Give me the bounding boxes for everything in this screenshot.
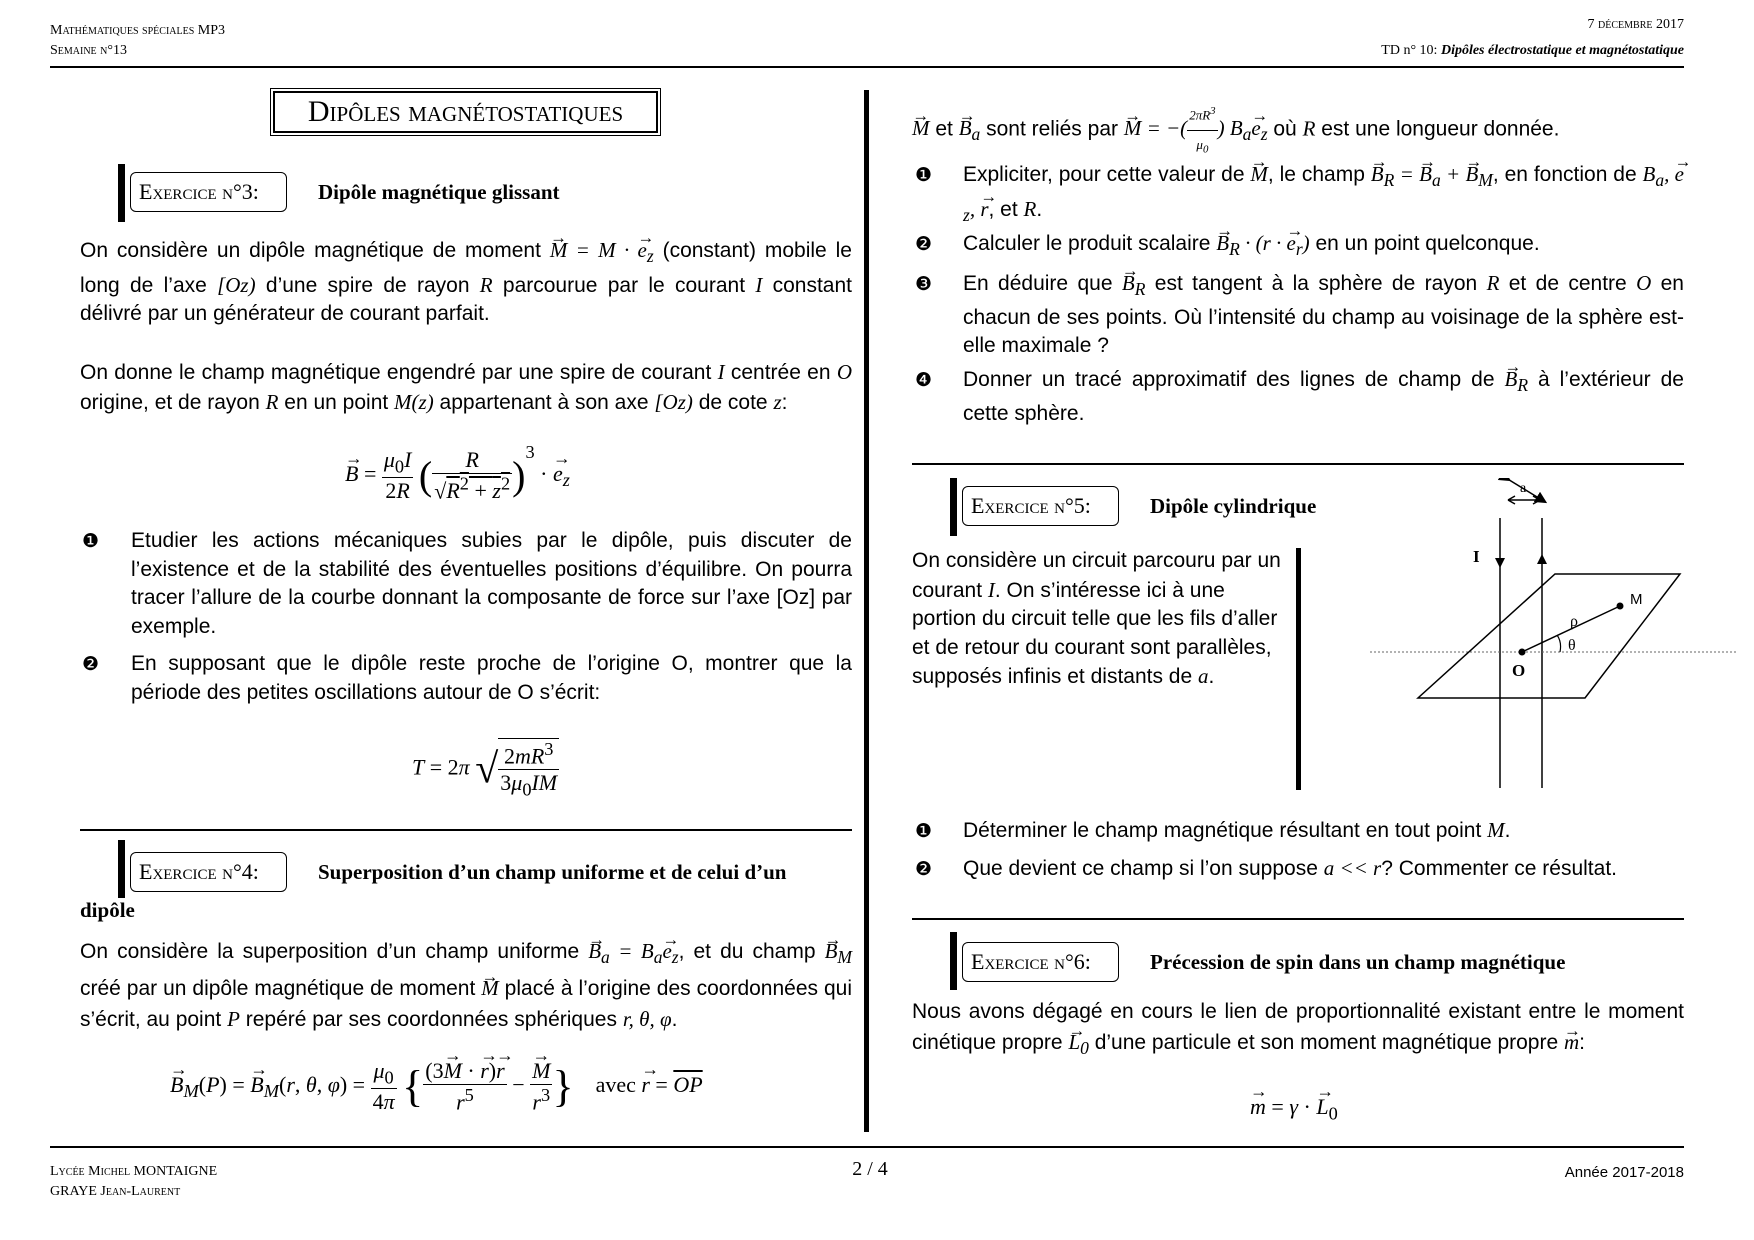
- ex4-q4-b: à l’extérieur de cette sphère.: [963, 368, 1684, 425]
- ex3-p2-c: origine, et de rayon: [80, 390, 266, 414]
- ex4-p1-b: , et du champ: [678, 940, 825, 963]
- ex4-q1-d: , et: [988, 197, 1024, 221]
- fig-M-point: [1617, 603, 1624, 610]
- ex4-q1-b: , le champ: [1267, 163, 1371, 186]
- ex6-equation: → m = γ · → $L_0$: [1250, 1094, 1338, 1124]
- ex5-q1-a: Déterminer le champ magnétique résultant en tout point: [963, 819, 1488, 842]
- ex4-p1-a: On considère la superposition d’un champ uniforme: [80, 940, 589, 963]
- ex6-bar: [950, 932, 957, 990]
- ex4-end-rule: [912, 463, 1684, 465]
- fig-rho-label: ρ: [1570, 613, 1578, 630]
- ex5-end-rule: [912, 918, 1684, 920]
- ex3-p1-a: On considère un dipôle magnétique de moment: [80, 239, 550, 262]
- ex4-question-3: En déduire que → $B_R$ est tangent à la sphère de rayon R et de centre O en chacun de ses points. Où l’intensité du champ au voisinage de la sphère est-elle maximale ?: [963, 269, 1684, 361]
- ex4-relation: → M et → $B_a$ sont reliés par → M = −( $\frac{2\pi R^3}{\mu_0}$ ) $B_a\to e_z$ où R est une longueur donnée.: [912, 97, 1684, 164]
- ex6-title: Précession de spin dans un champ magnétique: [1150, 950, 1566, 974]
- ex6-p1-a: Nous avons dégagé en cours le lien de proportionnalité existant entre le moment cinétique propre: [912, 1000, 1684, 1054]
- ex4-q3-a: En déduire que: [963, 272, 1122, 295]
- ex3-p1-b: (constant) mobile le long de l’axe: [80, 239, 852, 297]
- ex3-equation-B: → B = $\frac{\mu_0I}{2R}$ ( $\frac{R}{√R^2 + z^2}$ )$^3$ · → $e_z$: [345, 447, 570, 504]
- ex3-question-1: Etudier les actions mécaniques subies par le dipôle, puis discuter de l’existence et de la stabilité des éventuelles positions d’équilibre. On pourra tracer l’allure de la courbe donnant la composante de force sur l’axe [Oz] par exemple.: [131, 529, 852, 638]
- header-td-title: Dipôles électrostatique et magnétostatique: [1440, 43, 1684, 58]
- ex4-p1-d: placé à l’origine des coordonnées qui s’écrit, au point: [80, 977, 852, 1032]
- ex4-question-4: Donner un tracé approximatif des lignes de champ de → $B_R$ à l’extérieur de cette sphère.: [963, 365, 1684, 428]
- ex4-q2-a: Calculer le produit scalaire: [963, 232, 1217, 255]
- ex3-bar: [118, 164, 125, 222]
- ex3-p2-f: de cote: [692, 390, 774, 414]
- header-week: Semaine n°13: [50, 43, 127, 58]
- ex5-figure: [1370, 478, 1736, 798]
- ex4-q1-c: , en fonction de: [1492, 163, 1643, 186]
- ex3-q2-bullet: ❷: [82, 654, 100, 675]
- ex3-p1-c: d’une spire de rayon: [255, 273, 480, 297]
- header-td-prefix: TD n° 10:: [1381, 43, 1441, 58]
- ex4-p1-e: repéré par ses coordonnées sphériques: [239, 1008, 623, 1032]
- header-td: [1381, 42, 1684, 60]
- ex4-rel-b: sont reliés par: [980, 117, 1124, 141]
- column-divider: [864, 90, 869, 1132]
- header-course: Mathématiques spéciales MP3: [50, 23, 226, 38]
- fig-wire-2-arrow: [1537, 554, 1547, 564]
- ex5-q2-bullet: ❷: [915, 859, 933, 880]
- ex4-bar: [118, 840, 125, 898]
- ex4-equation-BM: → $B_M(P)$ = → $B_M(r$, θ, φ) = $\frac{\mu_0}{4\pi}$ { $\frac{(3\to M \cdot \to r)\to r}{r^5}$ − → $\frac{M}{r^3}$ } avec → $r = \overline{OP}$: [170, 1058, 703, 1115]
- fig-wire-1-arrow: [1495, 558, 1505, 568]
- ex3-equation-T: T = 2π √ $\frac{2mR^3}{3\mu_0IM}$: [412, 739, 558, 800]
- ex3-p1-d: parcourue par le courant: [492, 273, 756, 297]
- ex3-p2-b: centrée en: [724, 361, 837, 384]
- ex5-q2-a: Que devient ce champ si l’on suppose: [963, 857, 1324, 880]
- footer-page: 2 / 4: [852, 1158, 888, 1180]
- header-rule: [50, 66, 1684, 68]
- ex4-question-1: Expliciter, pour cette valeur de → M, le champ → $B_R$ = → $B_a$ + → $B_M$, en fonction de $B_a$, → $e_z$, → r, et R.: [963, 160, 1684, 229]
- ex4-q3-b: est tangent à la sphère de rayon: [1145, 272, 1487, 295]
- ex4-q3-c: et de centre: [1499, 272, 1637, 295]
- ex3-paragraph-2: On donne le champ magnétique engendré par une spire de courant I centrée en O origine, et de rayon R en un point M(z) appartenant à son axe [Oz) de cote z:: [80, 360, 852, 414]
- ex3-paragraph-1: On considère un dipôle magnétique de moment → M = M · → $e_z$ (constant) mobile le long de l’axe [Oz) d’une spire de rayon R parcourue par le courant I constant délivré par un générateur de courant parfait.: [80, 236, 852, 329]
- ex3-title: Dipôle magnétique glissant: [318, 180, 560, 204]
- ex4-p1-c: créé par un dipôle magnétique de moment: [80, 977, 482, 1001]
- ex3-end-rule: [80, 829, 852, 831]
- ex5-q1-bullet: ❶: [915, 821, 933, 842]
- ex5-question-1: Déterminer le champ magnétique résultant en tout point M.: [963, 818, 1511, 842]
- ex3-p2-e: appartenant à son axe: [433, 390, 655, 414]
- ex4-rel-d: est une longueur donnée.: [1315, 117, 1560, 141]
- ex4-q1-bullet: ❶: [915, 165, 933, 186]
- footer-school: Lycée Michel MONTAIGNE: [50, 1164, 218, 1179]
- ex3-p2-d: en un point: [278, 390, 395, 414]
- ex4-q3-d: en chacun de ses points. Où l’intensité du champ au voisinage de la sphère est-elle maximale ?: [963, 272, 1684, 358]
- ex4-q2-b: en un point quelconque.: [1309, 232, 1540, 255]
- ex5-title: Dipôle cylindrique: [1150, 494, 1317, 518]
- ex4-q4-bullet: ❹: [915, 370, 933, 391]
- fig-theta-arc: [1557, 635, 1561, 652]
- ex3-question-2: En supposant que le dipôle reste proche de l’origine O, montrer que la période des petites oscillations autour de O s’écrit:: [131, 652, 852, 704]
- fig-M-label: M: [1630, 591, 1643, 608]
- fig-I-label: I: [1473, 547, 1480, 566]
- ex6-paragraph-1: Nous avons dégagé en cours le lien de proportionnalité existant entre le moment cinétique propre → $L_0$ d’une particule et son moment magnétique propre → m:: [912, 996, 1684, 1064]
- ex3-p1-e: constant délivré par un générateur de courant parfait.: [80, 273, 852, 326]
- ex6-p1-b: d’une particule et son moment magnétique propre: [1088, 1031, 1564, 1054]
- fig-O-point: [1519, 649, 1526, 656]
- fig-theta-label: θ: [1568, 637, 1576, 654]
- ex4-q2-bullet: ❷: [915, 234, 933, 255]
- ex5-bar: [950, 478, 957, 536]
- ex5-question-2: Que devient ce champ si l’on suppose a << r? Commenter ce résultat.: [963, 856, 1617, 880]
- ex5-p1-a: On considère un circuit parcouru par un courant: [912, 549, 1281, 602]
- ex4-q3-bullet: ❸: [915, 274, 933, 295]
- footer-author: GRAYE Jean-Laurent: [50, 1184, 181, 1199]
- ex4-rel-c: où: [1267, 117, 1303, 141]
- ex4-title-line1: Superposition d’un champ uniforme et de celui d’un: [318, 860, 787, 884]
- ex5-label: Exercice n°5:: [962, 486, 1119, 526]
- section-title: Dipôles magnétostatiques: [273, 91, 658, 133]
- ex5-paragraph-1: On considère un circuit parcouru par un courant I. On s’intéresse ici à une portion du circuit telle que les fils d’aller et de retour du courant sont parallèles, supposés infinis et distants de a.: [912, 549, 1281, 688]
- ex4-q1-a: Expliciter, pour cette valeur de: [963, 163, 1251, 186]
- footer-year: Année 2017-2018: [1564, 1164, 1684, 1181]
- fig-O-label: O: [1512, 661, 1526, 680]
- ex4-paragraph-1: On considère la superposition d’un champ uniforme → $B_a = B_a\to e_z$, et du champ → $B_M$ créé par un dipôle magnétique de moment → M placé à l’origine des coordonnées qui s’écrit, au point P repéré par ses coordonnées sphériques r, θ, φ.: [80, 936, 852, 1035]
- ex6-label: Exercice n°6:: [962, 942, 1119, 982]
- fig-a-label: a: [1520, 481, 1527, 496]
- footer-rule: [50, 1146, 1684, 1148]
- ex5-q2-b: ? Commenter ce résultat.: [1381, 857, 1617, 880]
- ex3-p2-a: On donne le champ magnétique engendré par une spire de courant: [80, 361, 718, 384]
- ex4-label: Exercice n°4:: [130, 852, 287, 892]
- ex4-title-line2: dipôle: [80, 898, 135, 922]
- header-date: 7 décembre 2017: [1587, 17, 1684, 32]
- ex3-label: Exercice n°3:: [130, 172, 287, 212]
- ex4-q4-a: Donner un tracé approximatif des lignes de champ de: [963, 368, 1505, 391]
- ex4-question-2: Calculer le produit scalaire → $B_R \cdot (r$ · → $e_r$) en un point quelconque.: [963, 229, 1684, 264]
- ex5-text-bar: [1296, 548, 1301, 790]
- ex5-p1-b: . On s’intéresse ici à une portion du circuit telle que les fils d’aller et de retour du courant sont parallèles, supposés infinis et distants de: [912, 578, 1278, 688]
- ex4-rel-a: et: [929, 117, 959, 141]
- ex4-eq-avec: avec: [595, 1071, 636, 1097]
- ex3-q1-bullet: ❶: [82, 531, 100, 552]
